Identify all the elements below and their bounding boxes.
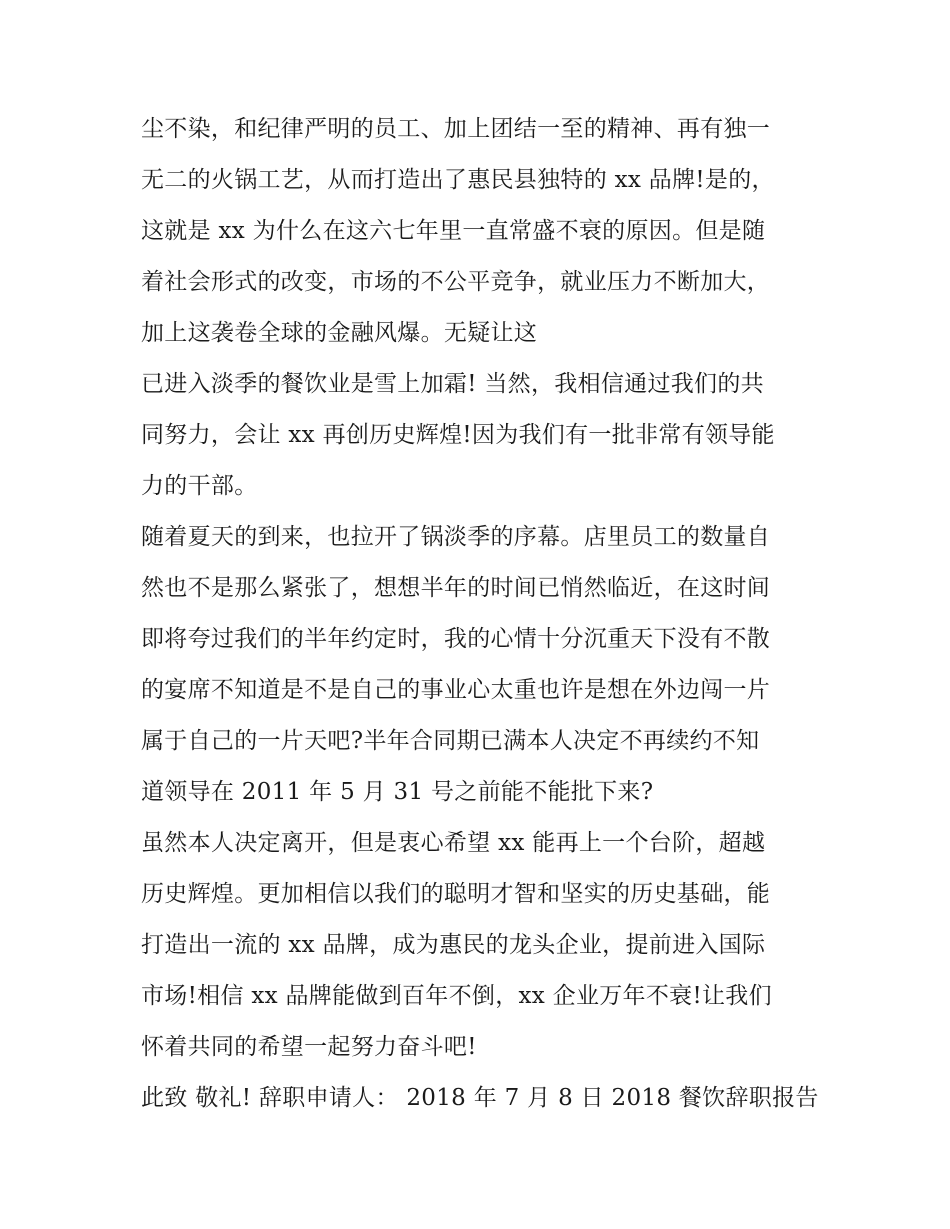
text-line: 这就是 xx 为什么在这六七年里一直常盛不衰的原因。但是随: [141, 218, 766, 244]
text-line: 加上这袭卷全球的金融风爆。无疑让这: [141, 320, 538, 346]
text-line: 的宴席不知道是不是自己的事业心太重也许是想在外边闯一片: [141, 677, 771, 703]
text-line: 历史辉煌。更加相信以我们的聪明才智和坚实的历史基础，能: [141, 881, 771, 907]
text-line: 打造出一流的 xx 品牌，成为惠民的龙头企业，提前进入国际: [141, 932, 766, 958]
text-line: 尘不染，和纪律严明的员工、加上团结一至的精神、再有独一: [141, 116, 771, 142]
text-line: 同努力，会让 xx 再创历史辉煌!因为我们有一批非常有领导能: [141, 422, 775, 448]
text-line: 此致 敬礼! 辞职申请人： 2018 年 7 月 8 日 2018 餐饮辞职报告: [141, 1085, 819, 1111]
text-line: 然也不是那么紧张了，想想半年的时间已悄然临近，在这时间: [141, 575, 771, 601]
document-body: [141, 104, 821, 1124]
text-line: 力的干部。: [141, 473, 258, 499]
text-line: 即将夸过我们的半年约定时，我的心情十分沉重天下没有不散: [141, 626, 771, 652]
text-line: 无二的火锅工艺，从而打造出了惠民县独特的 xx 品牌!是的，: [141, 167, 775, 193]
text-line: 虽然本人决定离开，但是衷心希望 xx 能再上一个台阶，超越: [141, 830, 766, 856]
text-line: 已进入淡季的餐饮业是雪上加霜! 当然，我相信通过我们的共: [141, 371, 764, 397]
text-line: 随着夏天的到来，也拉开了锅淡季的序幕。店里员工的数量自: [141, 524, 771, 550]
text-line: 着社会形式的改变，市场的不公平竞争，就业压力不断加大，: [141, 269, 771, 295]
text-line: 怀着共同的希望一起努力奋斗吧!: [141, 1034, 477, 1060]
text-line: 市场!相信 xx 品牌能做到百年不倒，xx 企业万年不衰!让我们: [141, 983, 772, 1009]
text-line: 道领导在 2011 年 5 月 31 号之前能不能批下来?: [141, 779, 654, 805]
text-line: 属于自己的一片天吧?半年合同期已满本人决定不再续约不知: [141, 728, 760, 754]
